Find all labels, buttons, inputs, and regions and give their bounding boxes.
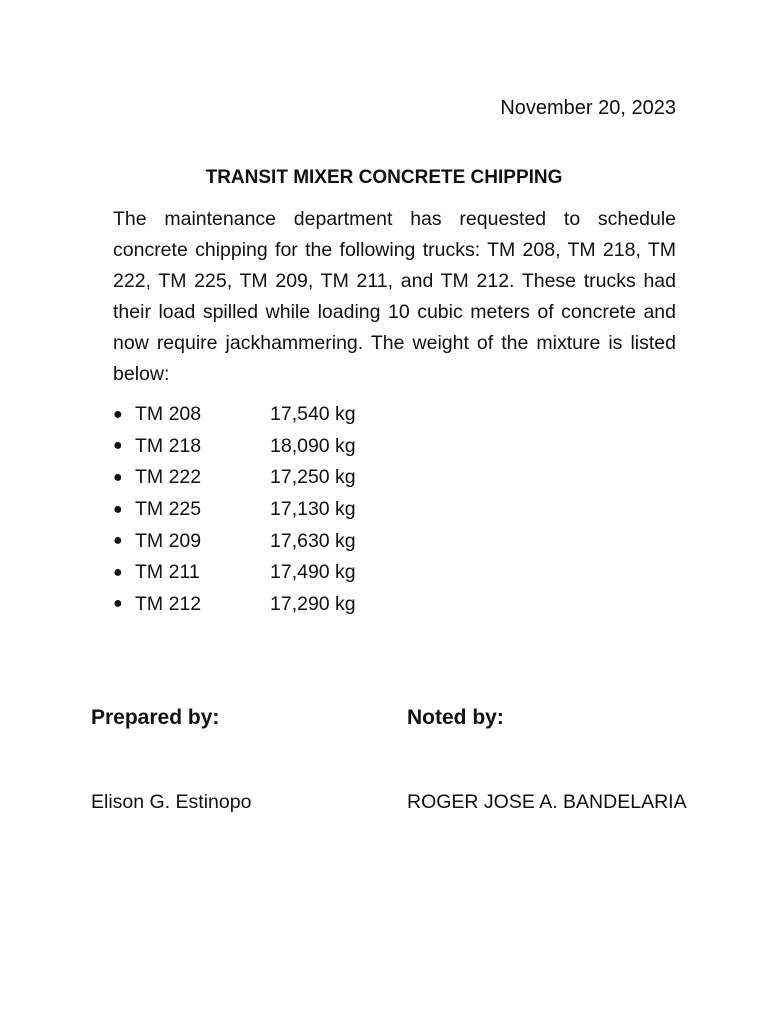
- bullet-icon: ●: [113, 468, 123, 486]
- bullet-icon: ●: [113, 595, 123, 613]
- list-item: [113, 494, 390, 526]
- truck-id: TM 211: [135, 561, 200, 584]
- truck-weight: 17,630 kg: [270, 529, 356, 552]
- noted-by-label: Noted by:: [407, 706, 504, 729]
- list-item: [113, 399, 390, 431]
- bullet-icon: ●: [113, 563, 123, 581]
- truck-id: TM 208: [135, 403, 202, 426]
- memo-body: The maintenance department has requested to schedule concrete chipping for the following trucks: TM 208, TM 218, TM 222, TM 225, TM 209, TM 211, and TM 212. These trucks had their load spilled while loading 10 cubic meters of concrete and now require jackhammering. The weight of the mixture is listed below:: [113, 208, 676, 385]
- noted-by-name: ROGER JOSE A. BANDELARIA: [407, 791, 687, 813]
- bullet-icon: ●: [113, 405, 123, 423]
- truck-id: TM 209: [135, 529, 202, 552]
- memo-date: November 20, 2023: [500, 97, 676, 119]
- prepared-by-name: Elison G. Estinopo: [91, 791, 252, 813]
- truck-weight: 17,490 kg: [270, 561, 356, 584]
- bullet-icon: ●: [113, 500, 123, 518]
- truck-id: TM 212: [135, 592, 202, 615]
- list-item: [113, 462, 390, 494]
- truck-weight: 17,540 kg: [270, 403, 356, 426]
- bullet-icon: ●: [113, 532, 123, 550]
- truck-weight: 18,090 kg: [270, 434, 356, 457]
- truck-weight: 17,130 kg: [270, 498, 356, 521]
- list-item: [113, 525, 390, 557]
- memo-title: TRANSIT MIXER CONCRETE CHIPPING: [205, 167, 563, 188]
- truck-id: TM 222: [135, 466, 202, 489]
- list-item: [113, 431, 390, 463]
- truck-weight: 17,250 kg: [270, 466, 356, 489]
- truck-id: TM 225: [135, 498, 202, 521]
- list-item: [113, 589, 390, 621]
- truck-weight: 17,290 kg: [270, 592, 356, 615]
- list-item: [113, 557, 390, 589]
- truck-id: TM 218: [135, 434, 202, 457]
- truck-weight-list: [113, 399, 390, 620]
- bullet-icon: ●: [113, 437, 123, 455]
- prepared-by-label: Prepared by:: [91, 706, 220, 729]
